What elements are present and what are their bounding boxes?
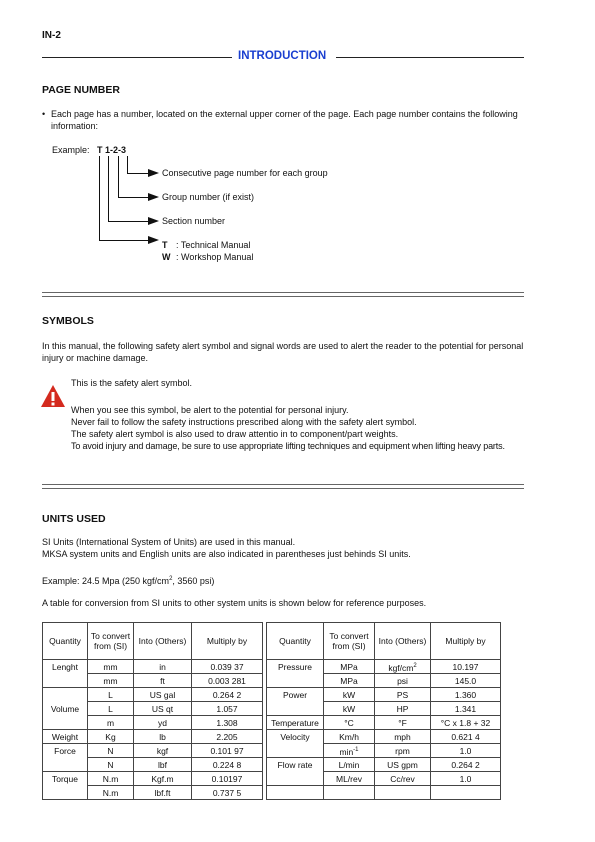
table-row: [43, 716, 501, 730]
cell: °C: [324, 716, 375, 730]
tree-line-1: [108, 156, 109, 221]
branch-3: [127, 173, 149, 174]
cell: 0.264 2: [192, 688, 263, 702]
cell: 145.0: [431, 674, 501, 688]
th-multiply-right: Multiply by: [431, 623, 501, 660]
cell: 0.10197: [192, 772, 263, 786]
units-line-1: SI Units (International System of Units) are used in this manual.: [42, 537, 296, 547]
cell: psi: [375, 674, 431, 688]
quantity-torque: Torque: [43, 772, 88, 786]
symbol-line-2: Never fail to follow the safety instructions prescribed along with the safety alert symbol.: [71, 417, 417, 427]
cell: US gal: [134, 688, 192, 702]
table-row: [43, 758, 501, 772]
cell: lbf.ft: [134, 786, 192, 800]
label-t-text: : Technical Manual: [176, 240, 251, 250]
cell: 0.039 37: [192, 660, 263, 674]
units-example-suffix: , 3560 psi): [172, 576, 215, 586]
cell: $\min^{-1}$: [324, 744, 375, 758]
table-row: [43, 786, 501, 800]
cell: kgf/$cm^2$: [375, 660, 431, 674]
th-quantity-left: Quantity: [43, 623, 88, 660]
label-group: Group number (if exist): [162, 192, 255, 202]
cell: yd: [134, 716, 192, 730]
page-number-bullet: [42, 108, 526, 132]
example-code: T 1-2-3: [97, 145, 127, 155]
cell: US gpm: [375, 758, 431, 772]
arrow-2-icon: [148, 193, 159, 201]
symbol-line-3: The safety alert symbol is also used to draw attentio in to component/part weights.: [71, 429, 399, 439]
th-into-right: Into (Others): [375, 623, 431, 660]
cell: 1.0: [431, 744, 501, 758]
arrow-t-icon: [148, 236, 159, 244]
cell: 0.737 5: [192, 786, 263, 800]
quantity-weight: Weight: [43, 730, 88, 744]
cell: in: [134, 660, 192, 674]
cell: 0.003 281: [192, 674, 263, 688]
label-w-text: : Workshop Manual: [176, 252, 254, 262]
quantity-volume: Volume: [43, 702, 88, 716]
th-multiply-left: Multiply by: [192, 623, 263, 660]
symbol-caption: This is the safety alert symbol.: [71, 378, 193, 388]
quantity-pressure: Pressure: [267, 660, 324, 674]
units-line-2: MKSA system units and English units are also indicated in parentheses just behinds SI units.: [42, 549, 411, 559]
table-header-row: [43, 623, 501, 660]
label-t-letter: T: [162, 240, 168, 250]
cell: m: [88, 716, 134, 730]
units-heading: UNITS USED: [42, 513, 106, 525]
quantity-temperature: Temperature: [267, 716, 324, 730]
cell: Km/h: [324, 730, 375, 744]
label-section: Section number: [162, 216, 226, 226]
cell: Kgf.m: [134, 772, 192, 786]
cell: mm: [88, 674, 134, 688]
cell: 1.341: [431, 702, 501, 716]
cell: °F: [375, 716, 431, 730]
cell: HP: [375, 702, 431, 716]
section-divider-1: [42, 292, 524, 297]
branch-t: [99, 240, 149, 241]
quantity-flow-rate: Flow rate: [267, 758, 324, 772]
symbol-line-1: When you see this symbol, be alert to the potential for personal injury.: [71, 405, 349, 415]
page-number: IN-2: [42, 30, 61, 41]
label-w-letter: W: [162, 252, 171, 262]
cell: N.m: [88, 772, 134, 786]
table-row: [43, 730, 501, 744]
cell: kgf: [134, 744, 192, 758]
arrow-3-icon: [148, 169, 159, 177]
cell: lbf: [134, 758, 192, 772]
tree-line-2: [118, 156, 119, 197]
cell: L/min: [324, 758, 375, 772]
header-rule-left: [42, 57, 232, 58]
cell: 1.057: [192, 702, 263, 716]
cell: lb: [134, 730, 192, 744]
cell: 0.101 97: [192, 744, 263, 758]
cell: Cc/rev: [375, 772, 431, 786]
cell: 1.308: [192, 716, 263, 730]
th-to-convert-right: To convert from (SI): [324, 623, 375, 660]
header-title: INTRODUCTION: [238, 50, 327, 62]
arrow-1-icon: [148, 217, 159, 225]
units-example: [42, 573, 214, 587]
cell: 1.360: [431, 688, 501, 702]
quantity-lenght: Lenght: [43, 660, 88, 674]
cell: MPa: [324, 674, 375, 688]
safety-alert-icon: [40, 384, 66, 408]
symbols-intro: In this manual, the following safety alert symbol and signal words are used to alert the reader to the potential for personal injury or machine damage.: [42, 341, 524, 363]
branch-2: [118, 197, 149, 198]
cell: ft: [134, 674, 192, 688]
symbol-line-4: To avoid injury and damage, be sure to use appropriate lifting techniques and equipment when lifting heavy parts.: [71, 441, 505, 451]
cell: PS: [375, 688, 431, 702]
cell: kW: [324, 702, 375, 716]
table-row: [43, 744, 501, 758]
example-label: Example:: [52, 145, 90, 155]
cell: 10.197: [431, 660, 501, 674]
cell: mm: [88, 660, 134, 674]
section-divider-2: [42, 484, 524, 489]
cell: kW: [324, 688, 375, 702]
cell: rpm: [375, 744, 431, 758]
table-row: [43, 688, 501, 702]
units-table-intro: A table for conversion from SI units to other system units is shown below for reference purposes.: [42, 598, 427, 608]
table-row: [43, 660, 501, 674]
table-row: [43, 674, 501, 688]
quantity-power: Power: [267, 688, 324, 702]
cell: 0.224 8: [192, 758, 263, 772]
th-into-left: Into (Others): [134, 623, 192, 660]
cell: °C x 1.8 + 32: [431, 716, 501, 730]
branch-1: [108, 221, 149, 222]
tree-line-3: [127, 156, 128, 173]
cell: L: [88, 688, 134, 702]
cell: L: [88, 702, 134, 716]
label-consecutive: Consecutive page number for each group: [162, 168, 328, 178]
cell: N: [88, 758, 134, 772]
cell: MPa: [324, 660, 375, 674]
cell: Kg: [88, 730, 134, 744]
header-rule-right: [336, 57, 524, 58]
cell: 1.0: [431, 772, 501, 786]
cell: 0.264 2: [431, 758, 501, 772]
quantity-velocity: Velocity: [267, 730, 324, 744]
bullet-text: Each page has a number, located on the external upper corner of the page. Each page number contains the following information:: [51, 109, 518, 131]
cell: N.m: [88, 786, 134, 800]
table-row: [43, 702, 501, 716]
cell: ML/rev: [324, 772, 375, 786]
cell: 2.205: [192, 730, 263, 744]
th-quantity-right: Quantity: [267, 623, 324, 660]
cell: US qt: [134, 702, 192, 716]
cell: N: [88, 744, 134, 758]
quantity-force: Force: [43, 744, 88, 758]
cell: 0.621 4: [431, 730, 501, 744]
units-example-sup: 2: [169, 576, 173, 582]
th-to-convert-left: To convert from (SI): [88, 623, 134, 660]
page-number-heading: PAGE NUMBER: [42, 84, 120, 96]
bullet-dot: •: [42, 109, 46, 119]
tree-line-t: [99, 156, 100, 240]
symbols-heading: SYMBOLS: [42, 315, 94, 327]
conversion-table: [42, 622, 501, 800]
units-example-prefix: Example: 24.5 Mpa (250 kgf/cm: [42, 576, 170, 586]
table-row: [43, 772, 501, 786]
cell: mph: [375, 730, 431, 744]
